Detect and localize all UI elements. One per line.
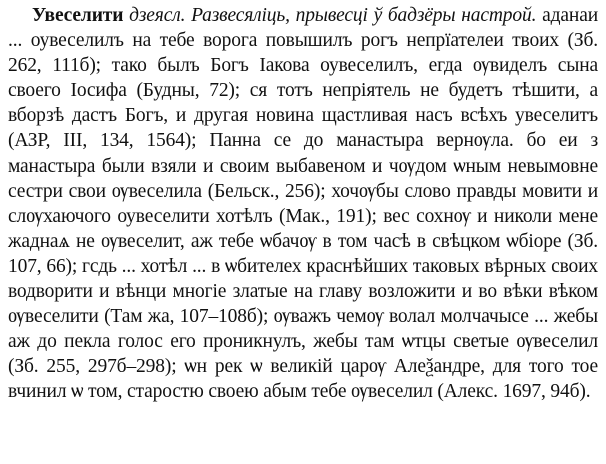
entry-headword: Увеселити <box>32 5 124 26</box>
entry-gloss: дзеясл. Развесяліць, прывесці ў бадзёры настрой. <box>123 5 537 26</box>
entry-citations: аданаи ... оувеселилъ на тебе ворога повышилъ рогъ непрїателеи твоих (Зб. 262, 111б); тако былъ Богъ Іакова оувеселилъ, егда ѹвиделъ сына своего Іосифа (Будны, 72); ся тотъ непріятель не будетъ тѣшити, а вборзѣ дастъ Богъ, и другая новина щастливая насъ всѣхъ увеселитъ (АЗР, III, 134, 1564); Панна се до манастыра вернѹла. бо еи з манастыра были взяли и своим выбавеном и чѹдом ѡным невымовне сестри свои ѹвеселила (Бельск., 256); хочѹбы слово правды мовити и слѹхаючого оувеселити хотѣлъ (Мак., 191); вес сохнѹ и николи мене жаднаѧ не ѹвеселит, аж тебе ѡбачѹ в том часѣ в свѣцком ѡбіоре (Зб. 107, 66); гсдь ... хотѣл ... в ѡбителех краснѣйших таковых вѣрных своих водворити и вѣнци многіе златые на главу возложити и во вѣки вѣком ѹвеселити (Там жа, 107–108б); ѹважъ чемѹ волал молчачысе ... жебы аж до пекла голос его проникнулъ, жебы там ѡтцы светые ѹвеселил (Зб. 255, 297б–298); ѡн рек ѡ великій царѹ Алеѯандре, для того тое вчинил ѡ том, старостю своею абым тебе ѹвеселил (Алекс. 1697, 94б). <box>8 5 598 403</box>
dictionary-entry <box>8 3 598 405</box>
